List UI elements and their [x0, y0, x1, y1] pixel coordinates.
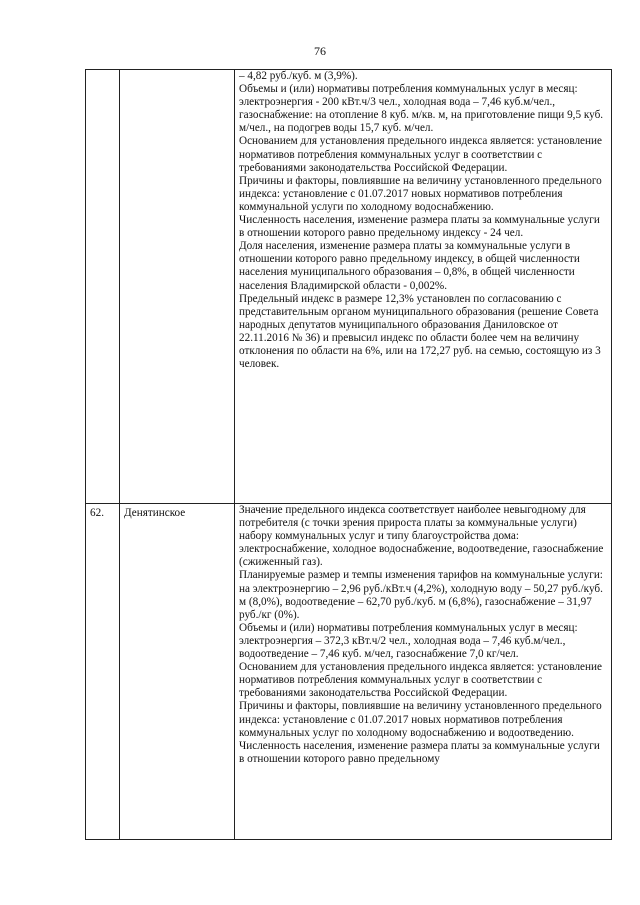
paragraph: Причины и факторы, повлиявшие на величину установленного предельного индекса: установление с 01.07.2017 новых нормативов потребления коммунальной услуги по холодному водоснабжению. [239, 174, 602, 213]
index-table [85, 69, 612, 840]
table-row [86, 70, 612, 504]
paragraph: Численность населения, изменение размера платы за коммунальные услуги в отношении которого равно предельному [239, 739, 600, 765]
paragraph: Основанием для установления предельного индекса является: установление нормативов потребления коммунальных услуг в соответствии с требованиями законодательства Российской Федерации. [239, 661, 602, 700]
paragraph: Объемы и (или) нормативы потребления коммунальных услуг в месяц: электроэнергия - 200 кВт.ч/3 чел., холодная вода – 7,46 куб.м/чел., газоснабжение: на отопление 8 куб. м/кв. м, на приготовление пищи 9,5 куб. м/чел., на подогрев воды 15,7 куб. м/чел. [239, 83, 604, 135]
paragraph: – 4,82 руб./куб. м (3,9%). [239, 70, 358, 82]
description-cell [235, 70, 612, 504]
table-row [86, 504, 612, 840]
paragraph: Значение предельного индекса соответствует наиболее невыгодному для потребителя (с точки зрения прироста платы за коммунальные услуги) набору коммунальных услуг и типу благоустройства дома: электроснабжение, холодное водоснабжение, водоотведение, газоснабжение (сжиженный газ). [239, 504, 604, 569]
row-number-cell [86, 70, 120, 504]
paragraph: Объемы и (или) нормативы потребления коммунальных услуг в месяц: электроэнергия – 372,3 кВт.ч/2 чел., холодная вода – 7,46 куб.м/чел., водоотведение – 7,46 куб. м/чел, газоснабжение 7,0 кг/чел. [239, 621, 578, 661]
municipality-name-cell [120, 70, 235, 504]
row-number-cell: 62. [86, 504, 120, 840]
paragraph: Причины и факторы, повлиявшие на величину установленного предельного индекса: установление с 01.07.2017 новых нормативов потребления коммунальных услуг по холодному водоснабжению и водоотведению. [239, 700, 602, 739]
municipality-name-cell: Денятинское [120, 504, 235, 840]
paragraph: Планируемые размер и темпы изменения тарифов на коммунальные услуги: на электроэнергию – 2,96 руб./кВт.ч (4,2%), холодную воду – 50,27 руб./куб. м (8,0%), водоотведение – 62,70 руб./куб. м (6,8%), газоснабжение – 31,97 руб./кг (0%). [239, 569, 603, 621]
page-number: 76 [314, 44, 326, 58]
paragraph: Предельный индекс в размере 12,3% установлен по согласованию с представительным органом муниципального образования (решение Совета народных депутатов муниципального образования Даниловское от 22.11.2016 № 36) и превысил индекс по области более чем на величину отклонения по области на 6%, или на 172,27 руб. на семью, состоящую из 3 человек. [239, 292, 601, 371]
description-cell [235, 504, 612, 840]
paragraph: Основанием для установления предельного индекса является: установление нормативов потребления коммунальных услуг в соответствии с требованиями законодательства Российской Федерации. [239, 135, 602, 174]
paragraph: Численность населения, изменение размера платы за коммунальные услуги в отношении которого равно предельному индексу - 24 чел. [239, 214, 600, 240]
paragraph: Доля населения, изменение размера платы за коммунальные услуги в отношении которого равно предельному индексу, в общей численности населения муниципального образования – 0,8%, в общей численности населения Владимирской области - 0,002%. [239, 240, 580, 292]
